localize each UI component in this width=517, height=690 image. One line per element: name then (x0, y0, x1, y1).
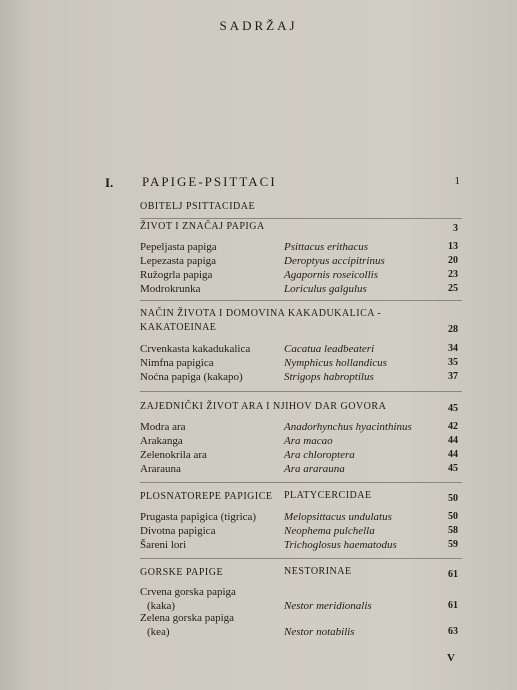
latin-name: Loriculus galgulus (284, 283, 367, 295)
toc-entry (140, 241, 462, 255)
common-name: Šareni lori (140, 539, 187, 551)
latin-name: Ara chloroptera (284, 449, 355, 461)
common-name: Divotna papigica (140, 525, 216, 537)
section-page-number: 45 (448, 403, 458, 414)
section-page-number: 3 (453, 223, 458, 234)
toc-entry (140, 255, 462, 269)
entry-page-number: 50 (448, 511, 458, 522)
entry-page-number: 61 (448, 600, 458, 611)
common-name: Zelenokrila ara (140, 449, 207, 461)
toc-entry (140, 539, 462, 553)
section-heading (140, 566, 462, 580)
entry-page-number: 45 (448, 463, 458, 474)
common-name: Crvena gorska papiga (140, 586, 236, 598)
common-name-suffix: (kaka) (147, 600, 176, 612)
chapter-page-number: 1 (454, 175, 460, 187)
section-heading-line-2: KAKATOEINAE (140, 322, 217, 333)
section-heading (140, 307, 462, 335)
entry-page-number: 37 (448, 371, 458, 382)
chapter-title: PAPIGE-PSITTACI (142, 174, 277, 189)
common-name: Prugasta papigica (tigrica) (140, 511, 257, 523)
entry-page-number: 58 (448, 525, 458, 536)
section-heading-latin: PLATYCERCIDAE (284, 490, 372, 501)
toc-entry (140, 357, 462, 371)
divider (140, 482, 462, 483)
latin-name: Cacatua leadbeateri (284, 343, 375, 355)
toc-entry (140, 421, 462, 435)
section-heading (140, 220, 462, 234)
entry-page-number: 34 (448, 343, 458, 354)
latin-name: Neophema pulchella (284, 525, 375, 537)
section-heading-latin: NESTORINAE (284, 566, 352, 577)
toc-entry (140, 525, 462, 539)
latin-name: Strigops habroptilus (284, 371, 374, 383)
toc-entry (140, 371, 462, 385)
latin-name: Anadorhynchus hyacinthinus (284, 421, 412, 433)
entry-page-number: 20 (448, 255, 458, 266)
common-name: Ružogrla papiga (140, 269, 213, 281)
entry-page-number: 44 (448, 449, 458, 460)
latin-name: Psittacus erithacus (284, 241, 369, 253)
section-page-number: 61 (448, 569, 458, 580)
common-name: Nimfna papigica (140, 357, 214, 369)
section-heading (140, 490, 462, 504)
section-heading-text: ŽIVOT I ZNAČAJ PAPIGA (140, 221, 265, 232)
common-name: Pepeljasta papiga (140, 241, 217, 253)
divider (140, 300, 462, 301)
entry-page-number: 59 (448, 539, 458, 550)
page-title: SADRŽAJ (219, 18, 298, 33)
entry-page-number: 44 (448, 435, 458, 446)
divider (140, 218, 462, 219)
entry-page-number: 13 (448, 241, 458, 252)
family-heading: OBITELJ PSITTACIDAE (140, 201, 256, 212)
section-heading-text: GORSKE PAPIGE (140, 567, 224, 578)
latin-name: Melopsittacus undulatus (284, 511, 392, 523)
toc-entry (140, 435, 462, 449)
entry-page-number: 23 (448, 269, 458, 280)
section-heading-line-1: NAČIN ŽIVOTA I DOMOVINA KAKADUKALICA - (140, 308, 382, 319)
latin-name: Ara ararauna (284, 463, 345, 475)
common-name: Modra ara (140, 421, 186, 433)
toc-entry (140, 612, 462, 626)
divider (140, 391, 462, 392)
latin-name: Trichoglosus haematodus (284, 539, 397, 551)
common-name: Zelena gorska papiga (140, 612, 235, 624)
entry-page-number: 42 (448, 421, 458, 432)
toc-entry (140, 449, 462, 463)
common-name: Noćna papiga (kakapo) (140, 371, 243, 383)
page-numeral: V (447, 652, 455, 664)
toc-entry (140, 586, 462, 600)
common-name-suffix: (kea) (147, 626, 170, 638)
latin-name: Agapornis roseicollis (284, 269, 379, 281)
divider (140, 558, 462, 559)
common-name: Arakanga (140, 435, 183, 447)
section-heading (140, 400, 462, 414)
latin-name: Ara macao (284, 435, 333, 447)
common-name: Ararauna (140, 463, 181, 475)
entry-page-number: 63 (448, 626, 458, 637)
section-heading-text: ZAJEDNIČKI ŽIVOT ARA I NJIHOV DAR GOVORA (140, 401, 387, 412)
latin-name: Nestor notabilis (284, 626, 355, 638)
latin-name: Deroptyus accipitrinus (284, 255, 385, 267)
toc-entry (140, 343, 462, 357)
latin-name: Nestor meridionalis (284, 600, 372, 612)
common-name: Crvenkasta kakadukalica (140, 343, 251, 355)
section-heading-text: PLOSNATOREPE PAPIGICE (140, 491, 273, 502)
chapter-number: I. (105, 175, 114, 190)
toc-entry (140, 511, 462, 525)
entry-page-number: 25 (448, 283, 458, 294)
common-name: Lepezasta papiga (140, 255, 217, 267)
section-page-number: 28 (448, 324, 458, 335)
toc-entry (140, 626, 462, 640)
toc-entry (140, 269, 462, 283)
latin-name: Nymphicus hollandicus (284, 357, 387, 369)
common-name: Modrokrunka (140, 283, 201, 295)
section-page-number: 50 (448, 493, 458, 504)
toc-entry (140, 463, 462, 477)
entry-page-number: 35 (448, 357, 458, 368)
toc-entry (140, 283, 462, 297)
